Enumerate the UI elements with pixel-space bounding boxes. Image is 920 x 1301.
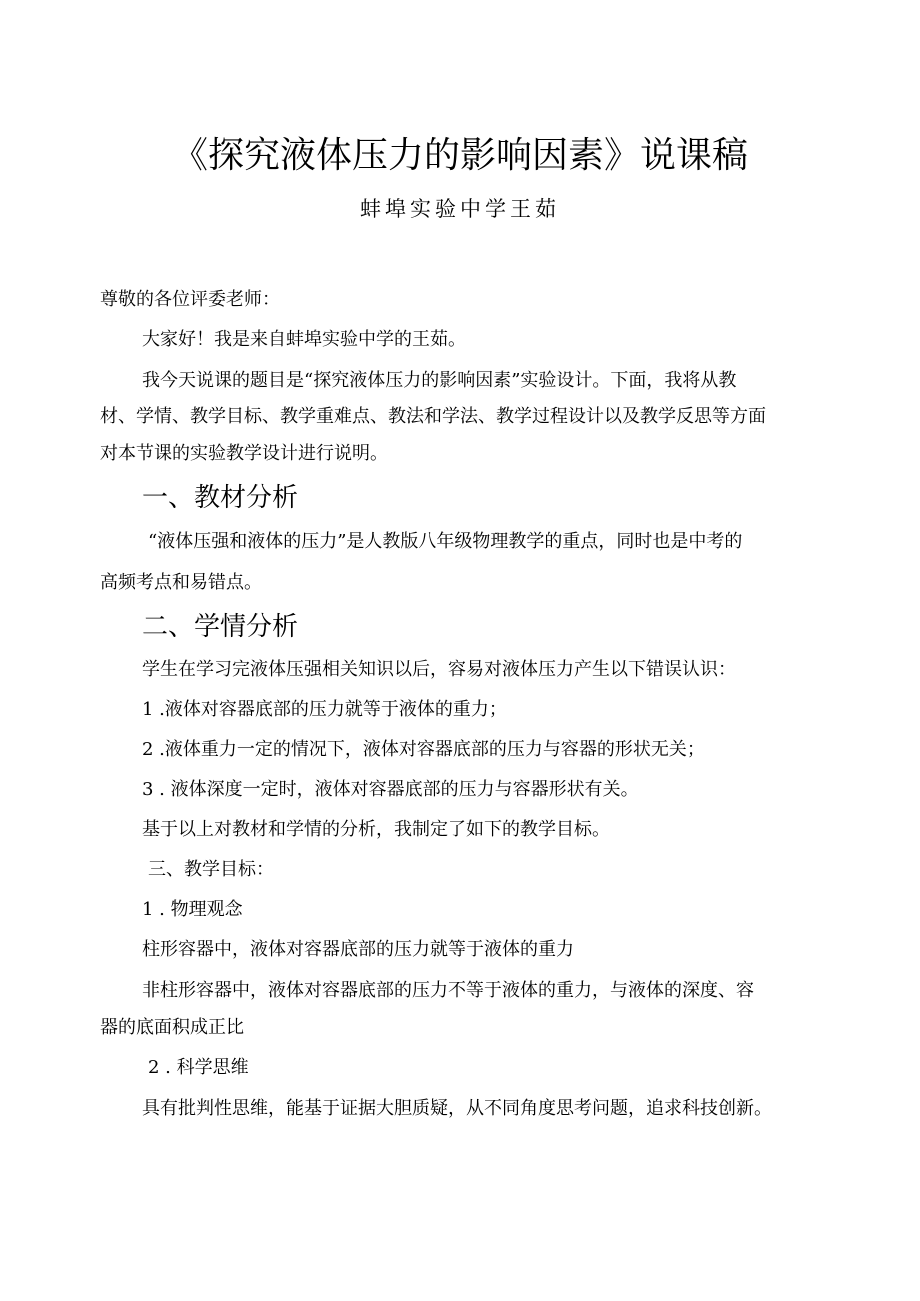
- goal-1-line-2: 非柱形容器中，液体对容器底部的压力不等于液体的重力，与液体的深度、容: [142, 980, 754, 1001]
- goal-2-line-1: 具有批判性思维，能基于证据大胆质疑，从不同角度思考问题，追求科技创新。: [142, 1098, 772, 1119]
- goal-1-line-3: 器的底面积成正比: [100, 1017, 244, 1038]
- goal-1-label: 1 . 物理观念: [142, 899, 243, 920]
- section2-item-3: 3 . 液体深度一定时，液体对容器底部的压力与容器形状有关。: [142, 779, 639, 800]
- section1-line-1: “液体压强和液体的压力”是人教版八年级物理教学的重点，同时也是中考的: [148, 531, 743, 552]
- section2-line-5: 基于以上对教材和学情的分析，我制定了如下的教学目标。: [142, 819, 610, 840]
- section2-item-1: 1 .液体对容器底部的压力就等于液体的重力；: [142, 699, 507, 720]
- section-heading-3: 三、教学目标：: [148, 859, 274, 880]
- document-author: 蚌埠实验中学王茹: [360, 197, 560, 221]
- section2-line-1: 学生在学习完液体压强相关知识以后，容易对液体压力产生以下错误认识：: [142, 659, 736, 680]
- intro-line-1: 我今天说课的题目是“探究液体压力的影响因素”实验设计。下面，我将从教: [142, 370, 737, 391]
- greeting: 大家好！我是来自蚌埠实验中学的王茹。: [142, 329, 466, 350]
- goal-1-line-1: 柱形容器中，液体对容器底部的压力就等于液体的重力: [142, 939, 574, 960]
- document-title: 《探究液体压力的影响因素》说课稿: [171, 135, 748, 176]
- section-heading-2: 二、学情分析: [142, 612, 299, 642]
- goal-2-label: 2 . 科学思维: [148, 1057, 249, 1078]
- salutation: 尊敬的各位评委老师：: [100, 289, 280, 310]
- section-heading-1: 一、教材分析: [142, 483, 299, 513]
- section1-line-2: 高频考点和易错点。: [100, 572, 262, 593]
- section2-item-2: 2 .液体重力一定的情况下，液体对容器底部的压力与容器的形状无关；: [142, 739, 705, 760]
- intro-line-3: 对本节课的实验教学设计进行说明。: [100, 443, 388, 464]
- intro-line-2: 材、学情、教学目标、教学重难点、教法和学法、教学过程设计以及教学反思等方面: [100, 406, 766, 427]
